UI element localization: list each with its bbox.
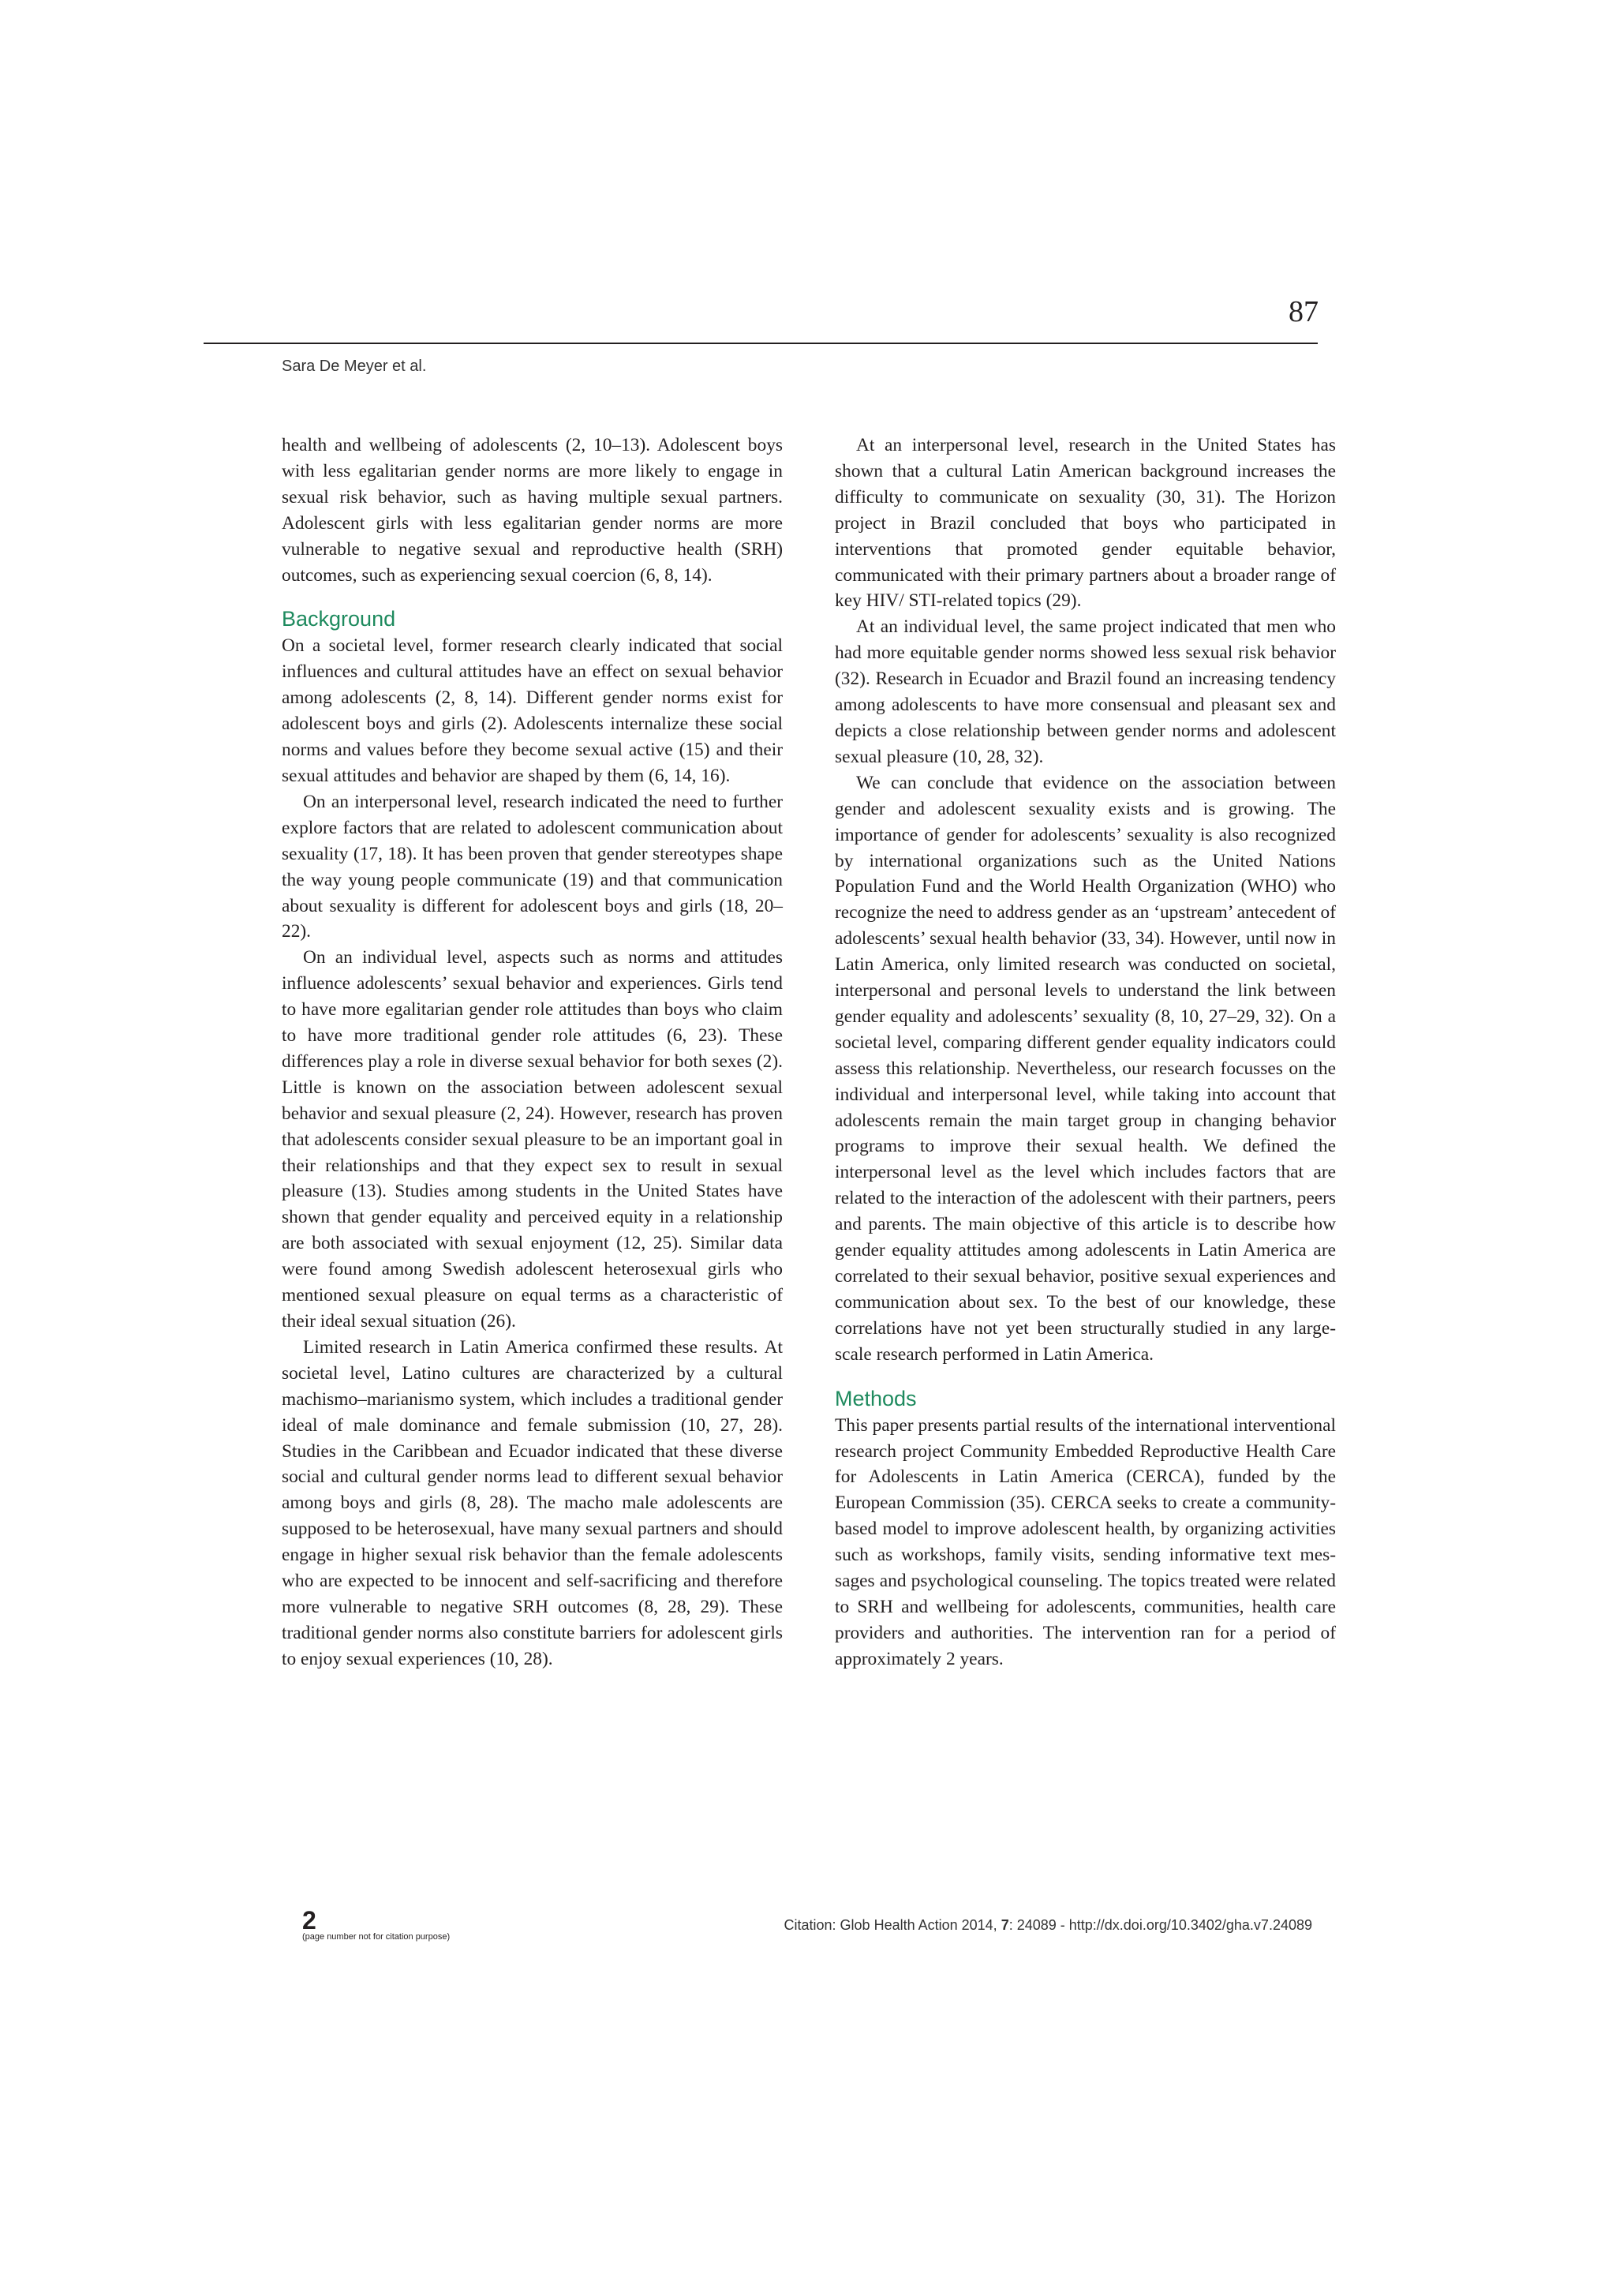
background-heading: Background	[282, 607, 396, 631]
citation-volume: 7	[1001, 1917, 1009, 1933]
citation-prefix: Citation: Glob Health Action 2014,	[784, 1917, 1001, 1933]
header-rule	[204, 343, 1318, 344]
citation-link[interactable]: : 24089 - http://dx.doi.org/10.3402/gha.v7.24089	[1008, 1917, 1312, 1933]
footer-page-note: (page number not for citation purpose)	[302, 1932, 451, 1942]
paragraph: At an individual level, the same project indicated that men who had more equitable gender norms showed less sexual risk behavior (32). Research in Ecuador and Brazil found an increasing tendency among adolescents to have more consensual and pleasant sex and depicts a close relationship between gender norms and adolescent sexual pleasure (10, 28, 32).	[835, 616, 1336, 767]
running-head: Sara De Meyer et al.	[282, 358, 427, 375]
paragraph: On an interpersonal level, research indicated the need to further explore factors that are related to adolescent communication about sexuality (17, 18). It has been proven that gender stereotypes shape the way young people communicate (19) and that communication about sexuality is different for adolescent boys and girls (18, 20–22).	[282, 791, 783, 942]
paragraph: Limited research in Latin America confirmed these results. At societal level, Latino cultures are characterized by a cultural machismo–marianismo system, which includes a traditional gender ideal of male dominance and female submission (10, 27, 28). Studies in the Caribbean and Ecuador indicated that these diverse social and cultural gender norms lead to different sexual behavior among boys and girls (8, 28). The macho male adolescents are supposed to be heterosexual, have many sexual partners and should engage in higher sexual risk behavior than the female adolescents who are expected to be innocent and self-sacrificing and therefore more vulnerable to negative SRH outcomes (8, 28, 29). These traditional gender norms also constitute barriers for adolescent girls to enjoy sexual experiences (10, 28).	[282, 1336, 783, 1669]
paragraph: This paper presents partial results of the international interventional research project Community Embedded Reproductive Health Care for Adolescents in Latin America (CERCA), funded by the European Commission (35). CERCA seeks to create a community-based model to improve adolescent health, by organizing activities such as workshops, family visits, sending informative text messages and psychological counseling. The topics treated were related to SRH and wellbeing for adolescents, communities, health care providers and authorities. The intervention ran for a period of approximately 2 years.	[835, 1414, 1336, 1669]
paragraph: On an individual level, aspects such as norms and attitudes influence adolescents’ sexual behavior and experiences. Girls tend to have more egalitarian gender role attitudes than boys who claim to have more traditional gender role attitudes (6, 23). These differences play a role in diverse sexual behavior for both sexes (2). Little is known on the association between adolescent sexual behavior and sexual pleasure (2, 24). However, research has proven that adolescents consider sexual pleasure to be an important goal in their relationships and that they expect sex to result in sexual pleasure (13). Studies among students in the United States have shown that gender equality and perceived equity in a relationship are both associated with sexual enjoyment (12, 25). Similar data were found among Swedish adolescent heterosexual girls who mentioned sexual pleasure on equal terms as a characteristic of their ideal sexual situation (26).	[282, 947, 783, 1332]
methods-heading: Methods	[835, 1386, 917, 1410]
journal-page-number: 87	[1289, 295, 1319, 328]
paragraph: At an interpersonal level, research in the United States has shown that a cultural Latin American background increases the difficulty to communicate on sexuality (30, 31). The Horizon project in Brazil concluded that boys who participated in interventions that promoted gender equitable behavior, communicated with their primary partners about a broader range of key HIV/ STI-related topics (29).	[835, 435, 1336, 612]
paragraph: On a societal level, former research clearly indicated that social influences and cultural attitudes have an effect on sexual behavior among adolescents (2, 8, 14). Different gender norms exist for adolescent boys and girls (2). Adolescents internalize these social norms and values before they become sexual active (15) and their sexual attitudes and behavior are shaped by them (6, 14, 16).	[282, 635, 783, 786]
left-column	[282, 433, 783, 1672]
paragraph: We can conclude that evidence on the association between gender and adolescent sexuality exists and is growing. The importance of gender for adolescents’ sexuality is also recognized by international organizations such as the United Nations Population Fund and the World Health Organization (WHO) who recognize the need to address gender as an ‘upstream’ antecedent of adolescents’ sexual health behavior (33, 34). However, until now in Latin America, only limited research was conducted on societal, interpersonal and personal levels to understand the link between gender equality and adolescents’ sexuality (8, 10, 27–29, 32). On a societal level, comparing different gender equality indicators could assess this relationship. Nevertheless, our research focusses on the individual and interpersonal level, while taking into account that adolescents remain the main target group in changing behavior programs to improve their sexual health. We defined the interpersonal level as the level which includes factors that are related to the interaction of the adolescent with their partners, peers and parents. The main objective of this article is to describe how gender equality attitudes among adolescents in Latin America are correlated to their sexual behavior, positive sexual experiences and communication about sex. To the best of our knowledge, these correlations have not yet been structurally studied in any large-scale research performed in Latin America.	[835, 772, 1336, 1365]
footer-citation	[784, 1917, 1312, 1934]
footer-page-number: 2	[302, 1906, 316, 1935]
right-column	[835, 433, 1336, 1672]
paragraph: health and wellbeing of adolescents (2, 10–13). Adolescent boys with less egalitarian gender norms are more likely to engage in sexual risk behavior, such as having multiple sexual partners. Adolescent girls with less egalitarian gender norms are more vulnerable to negative sexual and reproductive health (SRH) outcomes, such as experiencing sexual coercion (6, 8, 14).	[282, 435, 783, 586]
